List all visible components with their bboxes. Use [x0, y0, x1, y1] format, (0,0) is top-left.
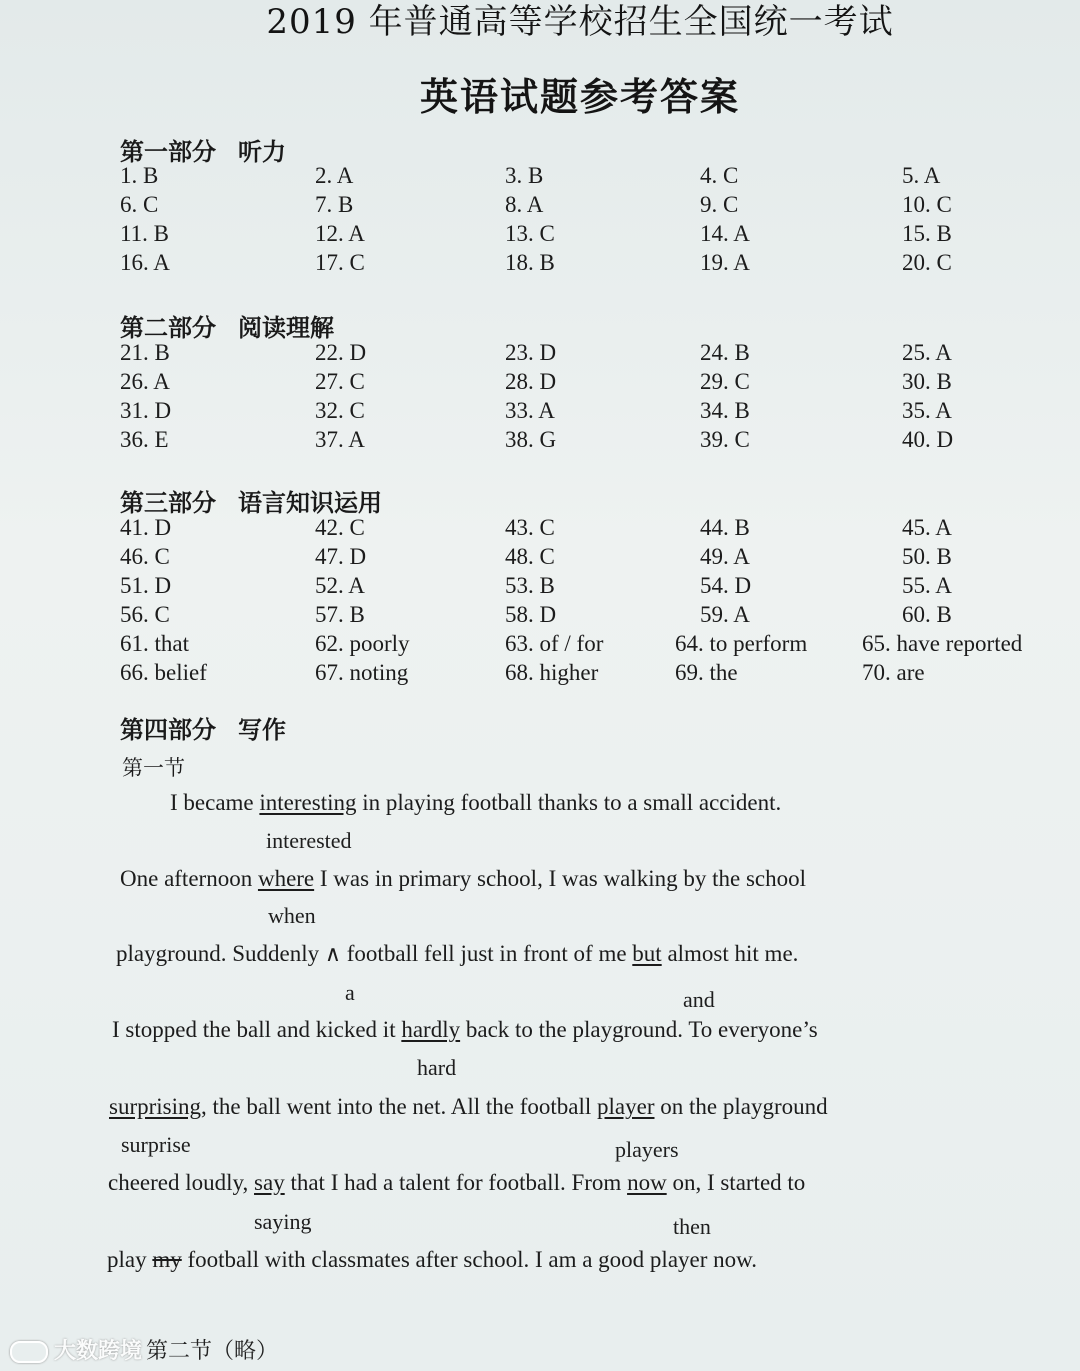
- answer-item: 27. C: [315, 369, 365, 394]
- answer-row: [120, 398, 1040, 427]
- error-word: but: [632, 941, 662, 966]
- error-word: where: [257, 866, 315, 891]
- insertion-caret-icon: ∧: [324, 942, 342, 967]
- answer-row: [120, 163, 1040, 192]
- essay-text: football fell just in front of me: [341, 941, 633, 966]
- section-name: 写作: [238, 716, 286, 744]
- answer-item: 33. A: [505, 398, 555, 423]
- answer-item: 47. D: [315, 544, 367, 569]
- answer-item: 63. of / for: [505, 631, 604, 656]
- answer-item: 35. A: [902, 398, 952, 423]
- essay-text: on the playground: [654, 1094, 828, 1119]
- essay-text: football with classmates after school. I am a good player now.: [181, 1247, 758, 1272]
- section-heading-reading: [120, 308, 334, 343]
- answer-item: 52. A: [315, 573, 365, 598]
- answer-item: 57. B: [315, 602, 365, 627]
- error-word: interesting: [259, 790, 357, 815]
- essay-text: , the ball went into the net. All the football: [201, 1094, 598, 1119]
- correction: a: [345, 980, 355, 1005]
- writing-part2-label: 第二节（略）: [146, 1339, 279, 1364]
- answer-grid-language-use: [120, 515, 1040, 689]
- answer-item: 32. C: [315, 398, 365, 423]
- answer-row: [120, 573, 1040, 602]
- answer-item: 56. C: [120, 602, 170, 627]
- answer-item: 5. A: [902, 163, 941, 188]
- answer-item: 17. C: [315, 250, 365, 275]
- answer-row: [120, 340, 1040, 369]
- answer-item: 23. D: [505, 340, 557, 365]
- section-heading-writing: [120, 710, 286, 745]
- answer-item: 22. D: [315, 340, 367, 365]
- essay-text: on, I started to: [666, 1170, 806, 1195]
- answer-row: [120, 631, 1040, 660]
- essay-line: [107, 1247, 757, 1273]
- answer-item: 65. have reported: [862, 631, 1023, 656]
- error-word: say: [254, 1170, 285, 1195]
- answer-item: 43. C: [505, 515, 555, 540]
- answer-item: 21. B: [120, 340, 170, 365]
- answer-item: 69. the: [675, 660, 738, 685]
- answer-item: 9. C: [700, 192, 739, 217]
- answer-item: 64. to perform: [675, 631, 808, 656]
- answer-item: 24. B: [700, 340, 750, 365]
- section-name: 阅读理解: [238, 314, 334, 342]
- answer-item: 37. A: [315, 427, 365, 452]
- answer-row: [120, 544, 1040, 573]
- section-label: 第二部分: [120, 314, 216, 342]
- essay-line: [120, 866, 806, 892]
- essay-line: [108, 1170, 805, 1196]
- answer-item: 14. A: [700, 221, 750, 246]
- correction: players: [615, 1137, 679, 1162]
- error-word: surprising: [109, 1094, 201, 1119]
- exam-subtitle: 英语试题参考答案: [419, 74, 740, 119]
- essay-text: back to the playground. To everyone’s: [460, 1017, 818, 1042]
- watermark-logo-icon: [10, 1341, 48, 1363]
- essay-text: almost hit me.: [661, 941, 799, 966]
- error-word: now: [627, 1170, 667, 1195]
- error-word: hardly: [401, 1017, 461, 1042]
- exam-title: 2019 年普通高等学校招生全国统一考试: [266, 2, 894, 42]
- essay-text: playground. Suddenly: [116, 941, 325, 966]
- answer-item: 53. B: [505, 573, 555, 598]
- essay-text: that I had a talent for football. From: [284, 1170, 628, 1195]
- section-heading-listening: [120, 132, 286, 167]
- essay-text: in playing football thanks to a small accident.: [356, 790, 782, 815]
- essay-text: I was in primary school, I was walking by the school: [314, 866, 806, 891]
- page-footer: [10, 1334, 278, 1365]
- answer-grid-listening: [120, 163, 1040, 279]
- answer-item: 34. B: [700, 398, 750, 423]
- deleted-word: my: [152, 1247, 182, 1272]
- answer-item: 58. D: [505, 602, 557, 627]
- correction: surprise: [121, 1132, 191, 1157]
- section-label: 第四部分: [120, 716, 216, 744]
- answer-item: 66. belief: [120, 660, 207, 685]
- answer-row: [120, 192, 1040, 221]
- essay-text: I became: [170, 790, 260, 815]
- answer-item: 7. B: [315, 192, 354, 217]
- answer-item: 29. C: [700, 369, 750, 394]
- answer-item: 67. noting: [315, 660, 409, 685]
- essay-line: [112, 1017, 818, 1043]
- answer-item: 2. A: [315, 163, 354, 188]
- section-heading-language-use: [120, 483, 382, 518]
- answer-item: 49. A: [700, 544, 750, 569]
- answer-item: 6. C: [120, 192, 159, 217]
- essay-text: play: [107, 1247, 153, 1272]
- answer-item: 19. A: [700, 250, 750, 275]
- correction: when: [268, 903, 316, 928]
- answer-item: 31. D: [120, 398, 172, 423]
- essay-line: [170, 790, 781, 816]
- section-name: 语言知识运用: [238, 489, 382, 517]
- answer-item: 26. A: [120, 369, 170, 394]
- correction: then: [673, 1214, 711, 1239]
- answer-row: [120, 427, 1040, 456]
- answer-item: 44. B: [700, 515, 750, 540]
- answer-item: 50. B: [902, 544, 952, 569]
- answer-item: 42. C: [315, 515, 365, 540]
- answer-item: 41. D: [120, 515, 172, 540]
- answer-item: 30. B: [902, 369, 952, 394]
- answer-item: 38. G: [505, 427, 557, 452]
- answer-item: 16. A: [120, 250, 170, 275]
- correction: interested: [266, 828, 352, 853]
- essay-line: [109, 1094, 828, 1120]
- answer-item: 54. D: [700, 573, 752, 598]
- answer-item: 68. higher: [505, 660, 599, 685]
- answer-item: 11. B: [120, 221, 169, 246]
- answer-item: 70. are: [862, 660, 925, 685]
- answer-item: 12. A: [315, 221, 365, 246]
- essay-text: I stopped the ball and kicked it: [112, 1017, 402, 1042]
- essay-line: [116, 941, 798, 967]
- answer-row: [120, 602, 1040, 631]
- answer-item: 60. B: [902, 602, 952, 627]
- answer-item: 45. A: [902, 515, 952, 540]
- answer-item: 62. poorly: [315, 631, 410, 656]
- answer-row: [120, 369, 1040, 398]
- answer-item: 3. B: [505, 163, 544, 188]
- answer-item: 20. C: [902, 250, 952, 275]
- answer-item: 39. C: [700, 427, 750, 452]
- answer-item: 40. D: [902, 427, 954, 452]
- answer-row: [120, 221, 1040, 250]
- error-word: player: [597, 1094, 655, 1119]
- section-name: 听力: [238, 138, 286, 166]
- answer-item: 46. C: [120, 544, 170, 569]
- correction: and: [683, 987, 715, 1012]
- answer-item: 10. C: [902, 192, 952, 217]
- answer-item: 15. B: [902, 221, 952, 246]
- answer-item: 28. D: [505, 369, 557, 394]
- answer-item: 18. B: [505, 250, 555, 275]
- answer-item: 13. C: [505, 221, 555, 246]
- answer-row: [120, 660, 1040, 689]
- answer-item: 4. C: [700, 163, 739, 188]
- answer-item: 55. A: [902, 573, 952, 598]
- section-label: 第三部分: [120, 489, 216, 517]
- watermark-text: 大数跨境: [54, 1339, 143, 1364]
- writing-part1-label: 第一节: [122, 756, 185, 780]
- answer-item: 25. A: [902, 340, 952, 365]
- answer-item: 8. A: [505, 192, 544, 217]
- correction: hard: [417, 1055, 457, 1080]
- answer-item: 59. A: [700, 602, 750, 627]
- essay-text: cheered loudly,: [108, 1170, 255, 1195]
- answer-grid-reading: [120, 340, 1040, 456]
- answer-item: 36. E: [120, 427, 169, 452]
- section-label: 第一部分: [120, 138, 216, 166]
- answer-item: 61. that: [120, 631, 189, 656]
- answer-item: 51. D: [120, 573, 172, 598]
- answer-item: 1. B: [120, 163, 159, 188]
- answer-row: [120, 515, 1040, 544]
- essay-text: One afternoon: [120, 866, 258, 891]
- answer-row: [120, 250, 1040, 279]
- correction: saying: [254, 1209, 312, 1234]
- answer-item: 48. C: [505, 544, 555, 569]
